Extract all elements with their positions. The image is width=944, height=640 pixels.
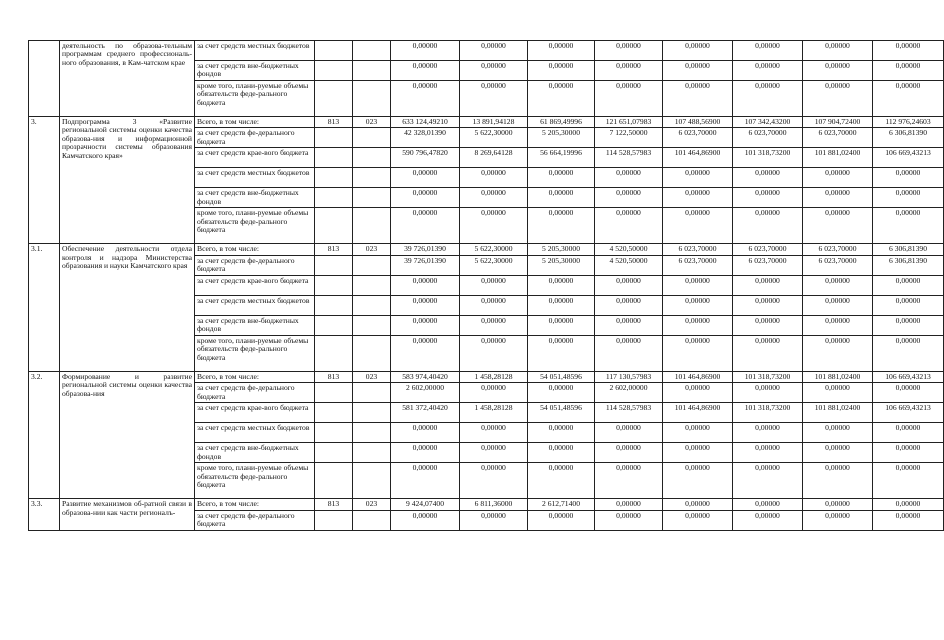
amount-cell: 0,00000	[528, 315, 595, 335]
amount-cell: 0,00000	[873, 510, 944, 530]
grbs-code	[315, 128, 353, 148]
program-name: Развитие механизмов об-ратной связи в образова-нии как части регионалъ-	[60, 499, 195, 530]
section-code	[353, 295, 391, 315]
amount-cell: 0,00000	[460, 335, 528, 371]
amount-cell: 0,00000	[391, 61, 460, 81]
amount-cell: 6 811,36000	[460, 499, 528, 510]
amount-cell: 0,00000	[391, 463, 460, 499]
amount-cell: 0,00000	[391, 510, 460, 530]
amount-cell: 0,00000	[528, 443, 595, 463]
program-name: Подпрограмма 3 «Развитие региональной системы оценки качества образова-ния и информационной прозрачности системы образования Камчатского края»	[60, 117, 195, 244]
amount-cell: 0,00000	[733, 510, 803, 530]
amount-cell: 6 023,70000	[733, 255, 803, 275]
grbs-code	[315, 41, 353, 61]
amount-cell: 0,00000	[873, 61, 944, 81]
amount-cell: 4 520,50000	[595, 244, 663, 255]
amount-cell: 0,00000	[733, 499, 803, 510]
section-code: 023	[353, 499, 391, 510]
amount-cell: 0,00000	[528, 275, 595, 295]
row-number	[29, 41, 60, 117]
grbs-code	[315, 315, 353, 335]
grbs-code	[315, 148, 353, 168]
funding-source: за счет средств вне-бюджетных фондов	[195, 315, 315, 335]
amount-cell: 0,00000	[873, 383, 944, 403]
amount-cell: 0,00000	[873, 168, 944, 188]
section-code: 023	[353, 244, 391, 255]
amount-cell: 0,00000	[663, 81, 733, 117]
amount-cell: 0,00000	[803, 295, 873, 315]
section-code	[353, 208, 391, 244]
amount-cell: 0,00000	[803, 383, 873, 403]
amount-cell: 0,00000	[528, 423, 595, 443]
amount-cell: 117 130,57983	[595, 371, 663, 382]
program-name: Формирование и развитие региональной системы оценки качества образова-ния	[60, 371, 195, 498]
amount-cell: 0,00000	[460, 208, 528, 244]
grbs-code	[315, 295, 353, 315]
amount-cell: 0,00000	[873, 41, 944, 61]
amount-cell: 0,00000	[733, 81, 803, 117]
amount-cell: 0,00000	[391, 188, 460, 208]
amount-cell: 1 458,28128	[460, 403, 528, 423]
amount-cell: 0,00000	[873, 315, 944, 335]
section-code	[353, 403, 391, 423]
amount-cell: 0,00000	[663, 208, 733, 244]
amount-cell: 0,00000	[803, 510, 873, 530]
amount-cell: 2 602,00000	[595, 383, 663, 403]
amount-cell: 5 622,30000	[460, 128, 528, 148]
section-code	[353, 188, 391, 208]
amount-cell: 7 122,50000	[595, 128, 663, 148]
amount-cell: 0,00000	[595, 463, 663, 499]
funding-source: кроме того, плани-руемые объемы обязательств феде-рального бюджета	[195, 208, 315, 244]
program-name: деятельность по образова-тельным программам среднего профессиональ-ного образования, в Кам-чатском крае	[60, 41, 195, 117]
amount-cell: 0,00000	[595, 423, 663, 443]
amount-cell: 0,00000	[595, 315, 663, 335]
grbs-code	[315, 383, 353, 403]
amount-cell: 101 464,86900	[663, 403, 733, 423]
funding-source: кроме того, плани-руемые объемы обязательств феде-рального бюджета	[195, 81, 315, 117]
grbs-code: 813	[315, 499, 353, 510]
section-code	[353, 383, 391, 403]
amount-cell: 0,00000	[391, 168, 460, 188]
amount-cell: 0,00000	[873, 188, 944, 208]
table-row	[29, 499, 944, 510]
grbs-code: 813	[315, 244, 353, 255]
amount-cell: 0,00000	[460, 443, 528, 463]
amount-cell: 6 023,70000	[733, 128, 803, 148]
amount-cell: 0,00000	[663, 315, 733, 335]
amount-cell: 0,00000	[595, 168, 663, 188]
grbs-code	[315, 81, 353, 117]
amount-cell: 0,00000	[803, 81, 873, 117]
funding-source: за счет средств крае-вого бюджета	[195, 403, 315, 423]
amount-cell: 0,00000	[528, 41, 595, 61]
amount-cell: 42 328,01390	[391, 128, 460, 148]
amount-cell: 0,00000	[460, 423, 528, 443]
funding-source: за счет средств местных бюджетов	[195, 295, 315, 315]
amount-cell: 0,00000	[460, 275, 528, 295]
program-name: Обеспечение деятельности отдела контроля и надзора Министерства образования и науки Камчатского края	[60, 244, 195, 371]
amount-cell: 0,00000	[663, 443, 733, 463]
section-code	[353, 41, 391, 61]
amount-cell: 6 306,81390	[873, 128, 944, 148]
budget-table	[28, 40, 944, 531]
amount-cell: 0,00000	[803, 61, 873, 81]
amount-cell: 0,00000	[595, 499, 663, 510]
section-code	[353, 423, 391, 443]
section-code: 023	[353, 117, 391, 128]
amount-cell: 0,00000	[460, 61, 528, 81]
section-code	[353, 128, 391, 148]
amount-cell: 0,00000	[391, 443, 460, 463]
amount-cell: 54 051,48596	[528, 403, 595, 423]
funding-source: за счет средств вне-бюджетных фондов	[195, 61, 315, 81]
grbs-code: 813	[315, 117, 353, 128]
budget-table-page	[28, 40, 931, 531]
section-code	[353, 255, 391, 275]
amount-cell: 0,00000	[528, 188, 595, 208]
amount-cell: 5 622,30000	[460, 255, 528, 275]
amount-cell: 0,00000	[733, 463, 803, 499]
budget-table-body	[29, 41, 944, 531]
amount-cell: 6 306,81390	[873, 255, 944, 275]
amount-cell: 0,00000	[460, 41, 528, 61]
amount-cell: 0,00000	[391, 335, 460, 371]
amount-cell: 0,00000	[528, 81, 595, 117]
amount-cell: 0,00000	[595, 510, 663, 530]
amount-cell: 0,00000	[595, 61, 663, 81]
amount-cell: 633 124,49210	[391, 117, 460, 128]
amount-cell: 0,00000	[803, 423, 873, 443]
amount-cell: 0,00000	[460, 188, 528, 208]
table-row	[29, 244, 944, 255]
section-code	[353, 81, 391, 117]
amount-cell: 8 269,64128	[460, 148, 528, 168]
amount-cell: 6 023,70000	[733, 244, 803, 255]
amount-cell: 0,00000	[803, 41, 873, 61]
amount-cell: 112 976,24603	[873, 117, 944, 128]
amount-cell: 5 205,30000	[528, 255, 595, 275]
amount-cell: 0,00000	[391, 81, 460, 117]
grbs-code: 813	[315, 371, 353, 382]
grbs-code	[315, 335, 353, 371]
table-row	[29, 41, 944, 61]
grbs-code	[315, 188, 353, 208]
amount-cell: 0,00000	[663, 510, 733, 530]
section-code	[353, 275, 391, 295]
amount-cell: 0,00000	[460, 81, 528, 117]
amount-cell: 0,00000	[873, 295, 944, 315]
section-code	[353, 148, 391, 168]
amount-cell: 39 726,01390	[391, 244, 460, 255]
funding-source: за счет средств крае-вого бюджета	[195, 275, 315, 295]
amount-cell: 0,00000	[733, 335, 803, 371]
funding-source: за счет средств вне-бюджетных фондов	[195, 188, 315, 208]
grbs-code	[315, 208, 353, 244]
amount-cell: 0,00000	[663, 499, 733, 510]
funding-source: Всего, в том числе:	[195, 117, 315, 128]
amount-cell: 0,00000	[663, 423, 733, 443]
amount-cell: 114 528,57983	[595, 148, 663, 168]
amount-cell: 13 891,94128	[460, 117, 528, 128]
section-code	[353, 61, 391, 81]
amount-cell: 590 796,47820	[391, 148, 460, 168]
grbs-code	[315, 423, 353, 443]
amount-cell: 0,00000	[460, 315, 528, 335]
section-code	[353, 168, 391, 188]
amount-cell: 0,00000	[803, 499, 873, 510]
funding-source: за счет средств местных бюджетов	[195, 423, 315, 443]
amount-cell: 2 602,00000	[391, 383, 460, 403]
amount-cell: 107 342,43200	[733, 117, 803, 128]
row-number: 3.3.	[29, 499, 60, 530]
amount-cell: 114 528,57983	[595, 403, 663, 423]
amount-cell: 54 051,48596	[528, 371, 595, 382]
amount-cell: 106 669,43213	[873, 148, 944, 168]
amount-cell: 5 622,30000	[460, 244, 528, 255]
amount-cell: 0,00000	[528, 335, 595, 371]
amount-cell: 1 458,28128	[460, 371, 528, 382]
amount-cell: 4 520,50000	[595, 255, 663, 275]
amount-cell: 0,00000	[391, 275, 460, 295]
table-row	[29, 371, 944, 382]
amount-cell: 0,00000	[663, 383, 733, 403]
amount-cell: 5 205,30000	[528, 244, 595, 255]
section-code: 023	[353, 371, 391, 382]
grbs-code	[315, 255, 353, 275]
amount-cell: 0,00000	[663, 41, 733, 61]
amount-cell: 0,00000	[528, 208, 595, 244]
grbs-code	[315, 168, 353, 188]
amount-cell: 0,00000	[460, 383, 528, 403]
amount-cell: 0,00000	[803, 188, 873, 208]
amount-cell: 0,00000	[733, 61, 803, 81]
amount-cell: 0,00000	[733, 383, 803, 403]
amount-cell: 0,00000	[803, 208, 873, 244]
amount-cell: 101 881,02400	[803, 403, 873, 423]
amount-cell: 101 318,73200	[733, 371, 803, 382]
amount-cell: 2 612,71400	[528, 499, 595, 510]
amount-cell: 0,00000	[803, 463, 873, 499]
amount-cell: 0,00000	[873, 81, 944, 117]
amount-cell: 0,00000	[873, 443, 944, 463]
amount-cell: 0,00000	[460, 295, 528, 315]
amount-cell: 0,00000	[663, 168, 733, 188]
funding-source: Всего, в том числе:	[195, 244, 315, 255]
amount-cell: 6 023,70000	[663, 244, 733, 255]
amount-cell: 0,00000	[595, 443, 663, 463]
funding-source: за счет средств вне-бюджетных фондов	[195, 443, 315, 463]
amount-cell: 0,00000	[803, 275, 873, 295]
funding-source: за счет средств крае-вого бюджета	[195, 148, 315, 168]
amount-cell: 0,00000	[733, 315, 803, 335]
amount-cell: 0,00000	[803, 443, 873, 463]
amount-cell: 581 372,40420	[391, 403, 460, 423]
amount-cell: 0,00000	[391, 295, 460, 315]
amount-cell: 0,00000	[528, 463, 595, 499]
amount-cell: 0,00000	[595, 188, 663, 208]
amount-cell: 0,00000	[803, 168, 873, 188]
table-row	[29, 117, 944, 128]
amount-cell: 0,00000	[803, 315, 873, 335]
amount-cell: 0,00000	[803, 335, 873, 371]
grbs-code	[315, 510, 353, 530]
amount-cell: 0,00000	[391, 423, 460, 443]
amount-cell: 0,00000	[873, 463, 944, 499]
amount-cell: 56 664,19996	[528, 148, 595, 168]
amount-cell: 0,00000	[663, 188, 733, 208]
funding-source: за счет средств фе-дерального бюджета	[195, 510, 315, 530]
section-code	[353, 443, 391, 463]
grbs-code	[315, 403, 353, 423]
amount-cell: 121 651,07983	[595, 117, 663, 128]
amount-cell: 0,00000	[663, 295, 733, 315]
amount-cell: 0,00000	[595, 295, 663, 315]
grbs-code	[315, 443, 353, 463]
amount-cell: 0,00000	[733, 295, 803, 315]
amount-cell: 0,00000	[733, 208, 803, 244]
amount-cell: 0,00000	[663, 61, 733, 81]
amount-cell: 0,00000	[460, 168, 528, 188]
amount-cell: 6 023,70000	[663, 255, 733, 275]
amount-cell: 0,00000	[528, 510, 595, 530]
amount-cell: 6 023,70000	[663, 128, 733, 148]
amount-cell: 106 669,43213	[873, 371, 944, 382]
funding-source: за счет средств фе-дерального бюджета	[195, 255, 315, 275]
amount-cell: 0,00000	[528, 168, 595, 188]
amount-cell: 107 904,72400	[803, 117, 873, 128]
funding-source: за счет средств фе-дерального бюджета	[195, 128, 315, 148]
row-number: 3.1.	[29, 244, 60, 371]
amount-cell: 0,00000	[733, 168, 803, 188]
amount-cell: 101 318,73200	[733, 403, 803, 423]
amount-cell: 0,00000	[873, 208, 944, 244]
amount-cell: 0,00000	[595, 335, 663, 371]
amount-cell: 61 869,49996	[528, 117, 595, 128]
section-code	[353, 315, 391, 335]
amount-cell: 6 023,70000	[803, 244, 873, 255]
funding-source: за счет средств местных бюджетов	[195, 168, 315, 188]
funding-source: за счет средств фе-дерального бюджета	[195, 383, 315, 403]
amount-cell: 5 205,30000	[528, 128, 595, 148]
amount-cell: 101 464,86900	[663, 148, 733, 168]
funding-source: за счет средств местных бюджетов	[195, 41, 315, 61]
amount-cell: 0,00000	[391, 315, 460, 335]
amount-cell: 0,00000	[595, 41, 663, 61]
grbs-code	[315, 61, 353, 81]
funding-source: кроме того, плани-руемые объемы обязательств феде-рального бюджета	[195, 335, 315, 371]
amount-cell: 6 023,70000	[803, 128, 873, 148]
amount-cell: 0,00000	[528, 295, 595, 315]
amount-cell: 0,00000	[733, 423, 803, 443]
amount-cell: 583 974,40420	[391, 371, 460, 382]
amount-cell: 0,00000	[595, 275, 663, 295]
amount-cell: 0,00000	[663, 463, 733, 499]
grbs-code	[315, 275, 353, 295]
amount-cell: 0,00000	[733, 41, 803, 61]
amount-cell: 0,00000	[873, 499, 944, 510]
amount-cell: 101 318,73200	[733, 148, 803, 168]
amount-cell: 0,00000	[460, 510, 528, 530]
row-number: 3.	[29, 117, 60, 244]
row-number: 3.2.	[29, 371, 60, 498]
amount-cell: 0,00000	[595, 81, 663, 117]
amount-cell: 106 669,43213	[873, 403, 944, 423]
amount-cell: 0,00000	[733, 188, 803, 208]
amount-cell: 101 881,02400	[803, 371, 873, 382]
amount-cell: 6 306,81390	[873, 244, 944, 255]
funding-source: Всего, в том числе:	[195, 371, 315, 382]
amount-cell: 39 726,01390	[391, 255, 460, 275]
amount-cell: 0,00000	[460, 463, 528, 499]
amount-cell: 0,00000	[873, 335, 944, 371]
section-code	[353, 335, 391, 371]
amount-cell: 0,00000	[391, 208, 460, 244]
section-code	[353, 510, 391, 530]
amount-cell: 6 023,70000	[803, 255, 873, 275]
section-code	[353, 463, 391, 499]
amount-cell: 101 881,02400	[803, 148, 873, 168]
amount-cell: 0,00000	[733, 443, 803, 463]
amount-cell: 0,00000	[595, 208, 663, 244]
amount-cell: 0,00000	[663, 335, 733, 371]
amount-cell: 101 464,86900	[663, 371, 733, 382]
amount-cell: 0,00000	[873, 275, 944, 295]
funding-source: Всего, в том числе:	[195, 499, 315, 510]
funding-source: кроме того, плани-руемые объемы обязательств феде-рального бюджета	[195, 463, 315, 499]
amount-cell: 0,00000	[528, 383, 595, 403]
amount-cell: 0,00000	[733, 275, 803, 295]
amount-cell: 9 424,07400	[391, 499, 460, 510]
amount-cell: 0,00000	[663, 275, 733, 295]
amount-cell: 0,00000	[873, 423, 944, 443]
amount-cell: 107 488,56900	[663, 117, 733, 128]
amount-cell: 0,00000	[528, 61, 595, 81]
grbs-code	[315, 463, 353, 499]
amount-cell: 0,00000	[391, 41, 460, 61]
